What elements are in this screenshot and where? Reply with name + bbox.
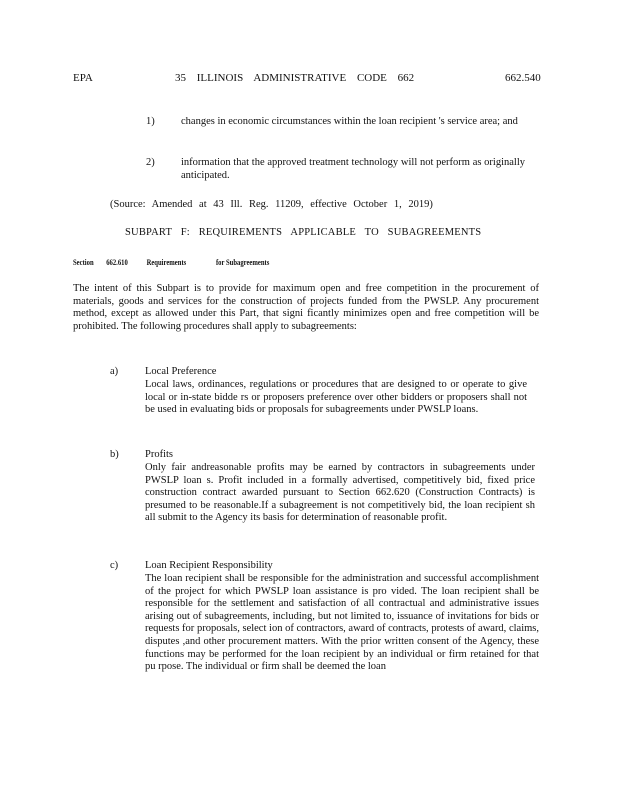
section-title-part-2: for Subagreements bbox=[215, 257, 270, 267]
header-section-number: 662.540 bbox=[505, 72, 541, 84]
prev-item-1-text: changes in economic circumstances within the loan recipient 's service area; and bbox=[181, 116, 518, 127]
item-a-body: Local laws, ordinances, regulations or procedures that are designed to or operate to give local or in-state bidde rs or proposers preference over other bidders or proposers shall not be used in evaluating bids or proposals for subagreements under PWSLP loans. bbox=[145, 379, 527, 416]
section-heading bbox=[73, 257, 269, 267]
item-b-label: b) bbox=[110, 449, 119, 460]
item-b-title: Profits bbox=[145, 449, 174, 460]
source-note: (Source: Amended at 43 Ill. Reg. 11209, effective October 1, 2019) bbox=[110, 199, 433, 210]
item-b-body: Only fair andreasonable profits may be earned by contractors in subagreements under PWSLP loan s. Profit included in a formally advertised, competitively bid, fixed price construction contract awarded pursuant to Section 662.620 (Construction Contracts) is presumed to be reasonable.If a subagreement is not competitively bid, the loan recipient sh all submit to the Agency its basis for determination of reasonable profit. bbox=[145, 462, 535, 524]
item-c-label: c) bbox=[110, 560, 119, 571]
prev-item-2-text: information that the approved treatment technology will not perform as originally anticipated. bbox=[181, 157, 525, 181]
section-word: Section bbox=[73, 257, 94, 267]
section-title-part-1: Requirements bbox=[146, 257, 187, 267]
item-c-body: The loan recipient shall be responsible for the administration and successful accomplishment of the project for which PWSLP loan assistance is pro vided. The loan recipient shall be responsible for the settlement and satisfaction of all contractual and administrative issues arising out of subagreements, including, but not limited to, issuance of invitations for bids or requests for proposals, select ion of contractors, award of contracts, protests of award, claims, disputes ,and other procurement matters. With the prior written consent of the Agency, these functions may be performed for the loan recipient by an individual or firm retained for that pu rpose. The individual or firm shall be deemed the loan bbox=[145, 573, 539, 673]
section-number: 662.610 bbox=[106, 257, 128, 267]
prev-item-2-label: 2) bbox=[146, 157, 155, 168]
item-c-title: Loan Recipient Responsibility bbox=[145, 560, 273, 571]
subpart-heading: SUBPART F: REQUIREMENTS APPLICABLE TO SUBAGREEMENTS bbox=[125, 227, 482, 238]
header-code-title: 35 ILLINOIS ADMINISTRATIVE CODE 662 bbox=[175, 72, 415, 84]
item-a-label: a) bbox=[110, 366, 119, 377]
prev-item-1-label: 1) bbox=[146, 116, 155, 127]
intro-paragraph: The intent of this Subpart is to provide for maximum open and free competition in the procurement of materials, goods and services for the construction of projects funded from the PWSLP. Any procurement method, except as allowed under this Part, that signi ficantly minimizes open and free competition will be prohibited. The following procedures shall apply to subagreements: bbox=[73, 283, 539, 332]
header-agency: EPA bbox=[73, 72, 93, 84]
item-a-title: Local Preference bbox=[145, 366, 217, 377]
